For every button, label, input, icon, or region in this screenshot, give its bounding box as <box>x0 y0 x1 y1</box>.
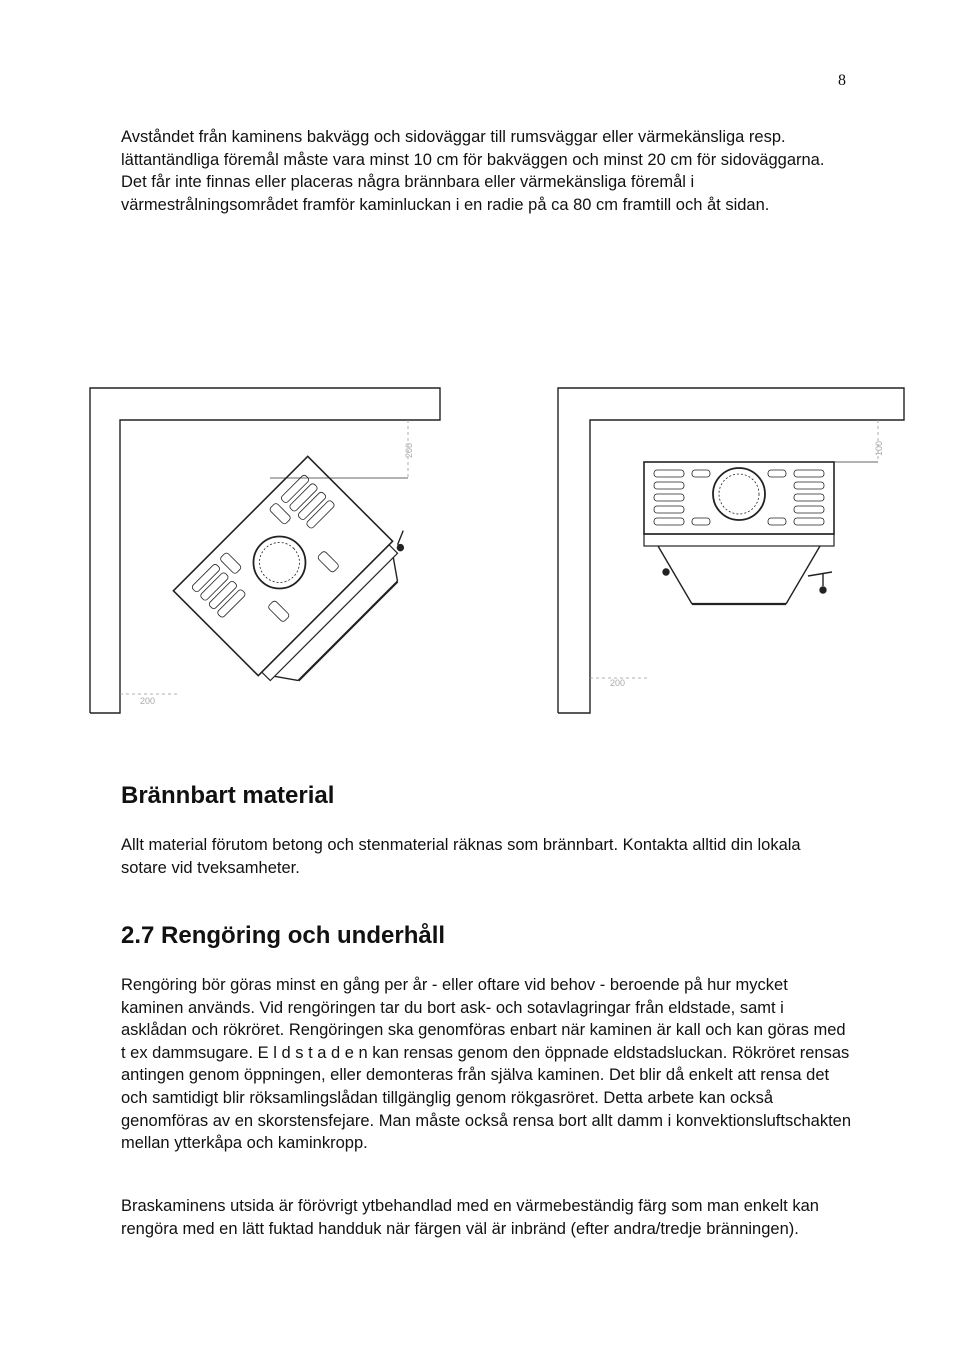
corner-wall-outline <box>90 388 440 713</box>
corner-stove <box>173 446 425 698</box>
corner-installation-diagram <box>90 388 440 713</box>
wall-outline <box>558 388 904 713</box>
heading-combustible-material: Brännbart material <box>121 782 335 809</box>
page-number: 8 <box>838 72 846 89</box>
corner-dim-bottom: 200 <box>140 696 156 706</box>
wall-stove <box>644 462 834 604</box>
heading-cleaning-maintenance: 2.7 Rengöring och underhåll <box>121 922 446 949</box>
installation-diagrams <box>88 386 908 721</box>
corner-dim-top: 200 <box>404 442 414 458</box>
wall-dim-bottom: 200 <box>610 678 626 688</box>
wall-installation-diagram <box>558 388 904 713</box>
combustible-paragraph: Allt material förutom betong och stenmaterial räknas som brännbart. Kontakta alltid din lokala sotare vid tveksamheter. <box>121 836 801 877</box>
cleaning-paragraph-2: Braskaminens utsida är förövrigt ytbehandlad med en värmebeständig färg som man enkelt kan rengöra med en lätt fuktad handduk när färgen väl är inbränd (efter andra/tredje bränningen). <box>121 1197 819 1238</box>
cleaning-paragraph: Rengöring bör göras minst en gång per år - eller oftare vid behov - beroende på hur mycket kaminen används. Vid rengöringen tar du bort ask- och sotavlagringar från eldstade, samt i asklådan och rökröret. Rengöringen ska genomföras enbart när kaminen är kall och kan göras med t ex dammsugare. E l d s t a d e n kan rensas genom den öppnade eldstadsluckan. Rökröret rensas antingen genom öppningen, eller demonteras från själva kaminen. Det blir då enkelt att rensa det och samtidigt blir röksamlingslådan tillgänglig genom rökgasröret. Detta arbete kan också genomföras av en skorstensfejare. Man måste också rensa bort allt damm i konvektionsluftschakten mellan ytterkåpa och kaminkropp. <box>121 976 852 1153</box>
wall-dim-top: 100 <box>874 440 884 456</box>
intro-paragraph: Avståndet från kaminens bakvägg och sidoväggar till rumsväggar eller värmekänsliga resp. lättantändliga föremål måste vara minst 10 cm för bakväggen och minst 20 cm för sidoväggarna. Det får inte finnas eller placeras några brännbara eller värmekänsliga föremål i värmestrålningsområdet framför kaminluckan i en radie på ca 80 cm framtill och åt sidan. <box>121 128 825 214</box>
